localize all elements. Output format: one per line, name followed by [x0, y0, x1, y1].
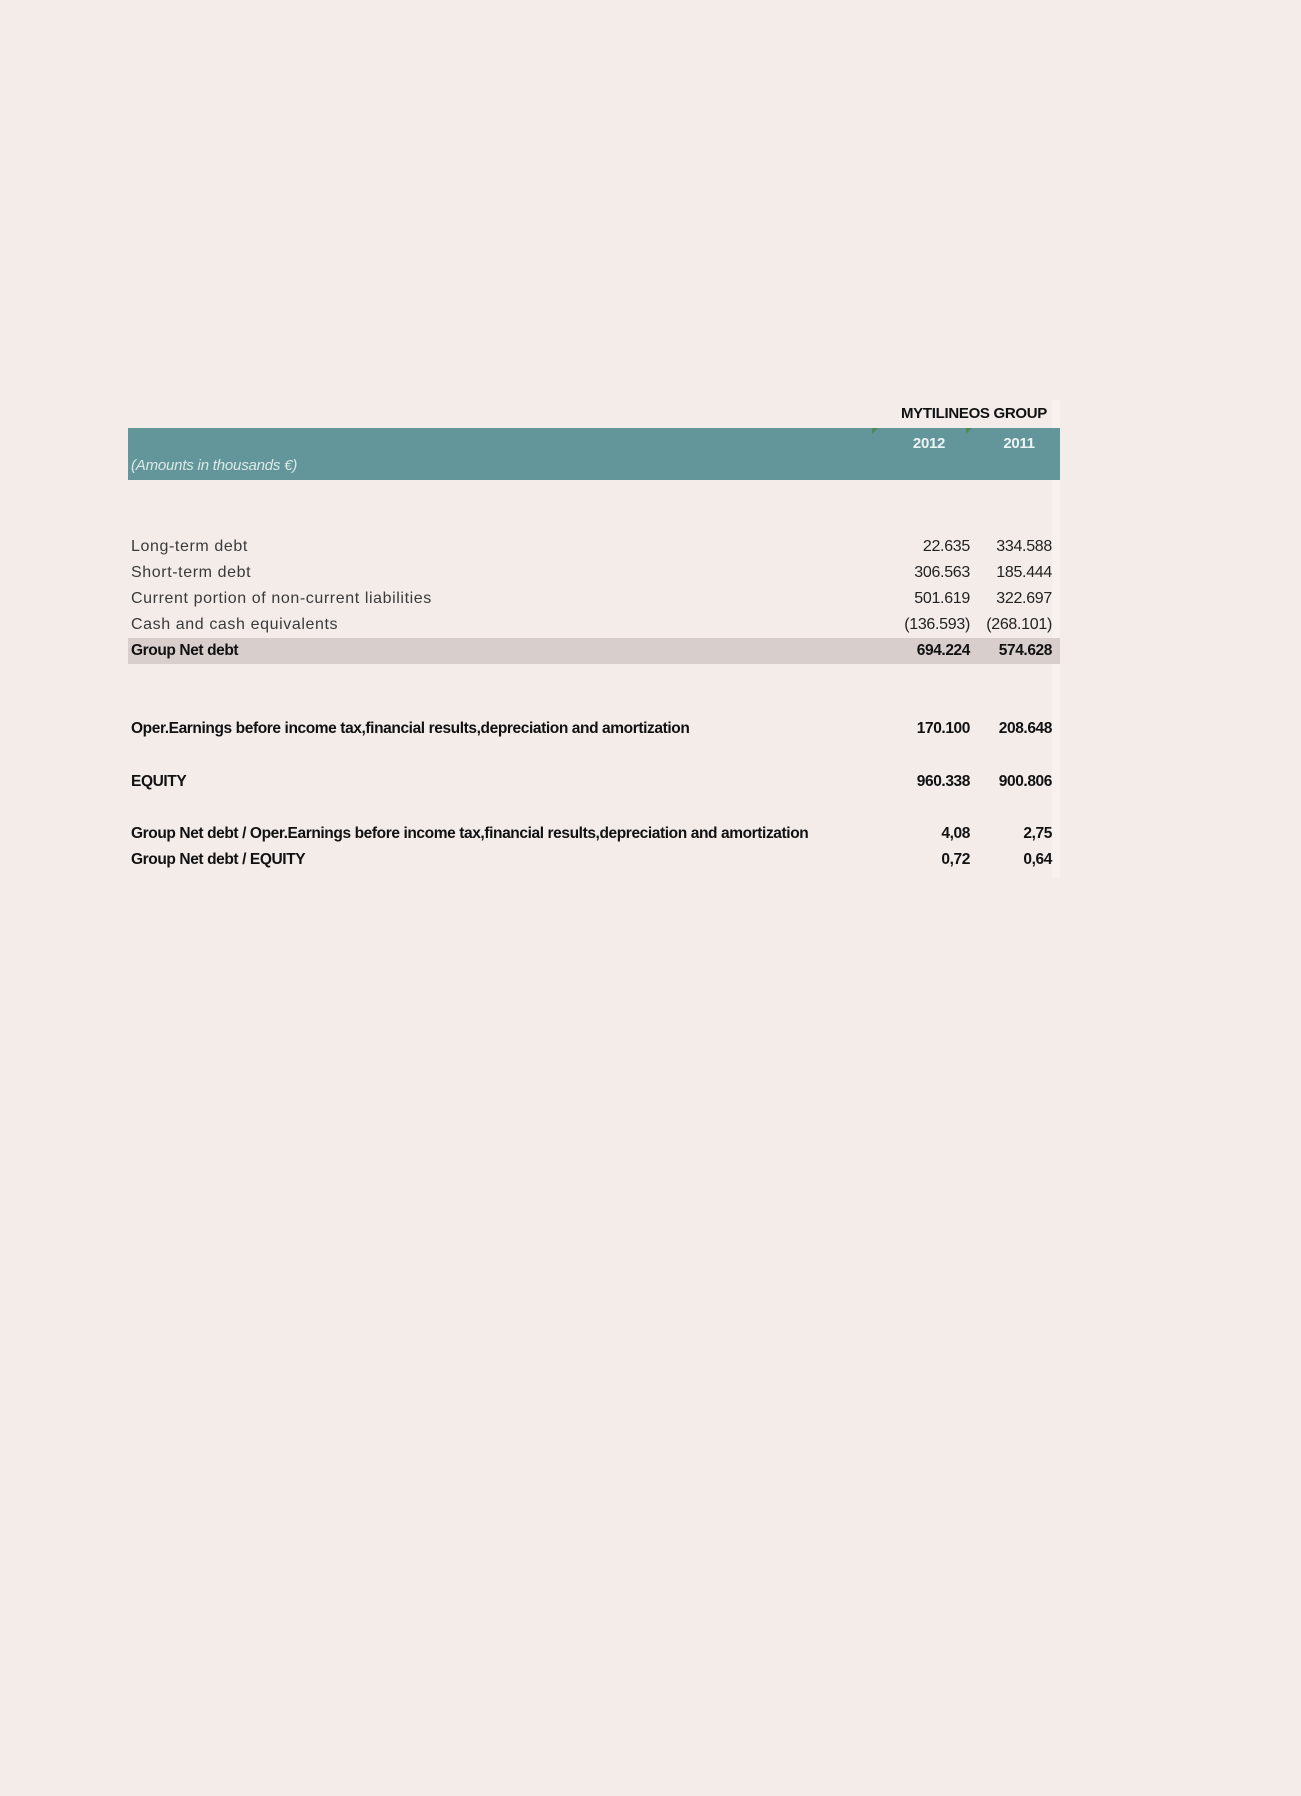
- value-2012: 0,72: [941, 851, 970, 868]
- year-header-2011: 2011: [1003, 435, 1035, 452]
- value-2012: 306.563: [914, 564, 970, 581]
- row-label: Group Net debt: [131, 642, 239, 659]
- table-row: [128, 769, 1060, 795]
- table-header-band: [128, 428, 1060, 480]
- table-row: [128, 560, 1060, 586]
- row-label: Short-term debt: [131, 564, 252, 581]
- row-label: Oper.Earnings before income tax,financial results,depreciation and amortization: [131, 720, 690, 737]
- company-title: MYTILINEOS GROUP: [900, 405, 1048, 422]
- table-row: [128, 821, 1060, 847]
- value-2012: 170.100: [916, 720, 970, 737]
- value-2011: 900.806: [998, 773, 1052, 790]
- table-row: [128, 534, 1060, 560]
- cell-comment-marker-icon: [872, 428, 878, 434]
- value-2011: 185.444: [996, 564, 1052, 581]
- value-2011: 322.697: [996, 590, 1052, 607]
- table-row: [128, 716, 1060, 742]
- value-2011: 0,64: [1023, 851, 1052, 868]
- value-2011: 334.588: [996, 538, 1052, 555]
- row-label: Group Net debt / EQUITY: [131, 851, 306, 868]
- row-label: Cash and cash equivalents: [131, 616, 339, 633]
- table-row: [128, 586, 1060, 612]
- table-row: [128, 847, 1060, 873]
- row-label: EQUITY: [131, 773, 187, 790]
- value-2011: 2,75: [1023, 825, 1052, 842]
- row-label: Long-term debt: [131, 538, 248, 555]
- table-row: [128, 612, 1060, 638]
- amounts-note: (Amounts in thousands €): [131, 457, 298, 474]
- value-2012: 501.619: [914, 590, 970, 607]
- value-2012: 22.635: [922, 538, 970, 555]
- value-2012: 960.338: [916, 773, 970, 790]
- row-label: Current portion of non-current liabilities: [131, 590, 432, 607]
- value-2012: 694.224: [916, 642, 970, 659]
- value-2012: 4,08: [941, 825, 970, 842]
- value-2011: 208.648: [998, 720, 1052, 737]
- value-2011: 574.628: [998, 642, 1052, 659]
- value-2011: (268.101): [986, 616, 1052, 633]
- year-header-2012: 2012: [912, 435, 946, 452]
- value-2012: (136.593): [904, 616, 970, 633]
- row-label: Group Net debt / Oper.Earnings before income tax,financial results,depreciation and amortization: [131, 825, 809, 842]
- group-net-debt-row: [128, 638, 1060, 664]
